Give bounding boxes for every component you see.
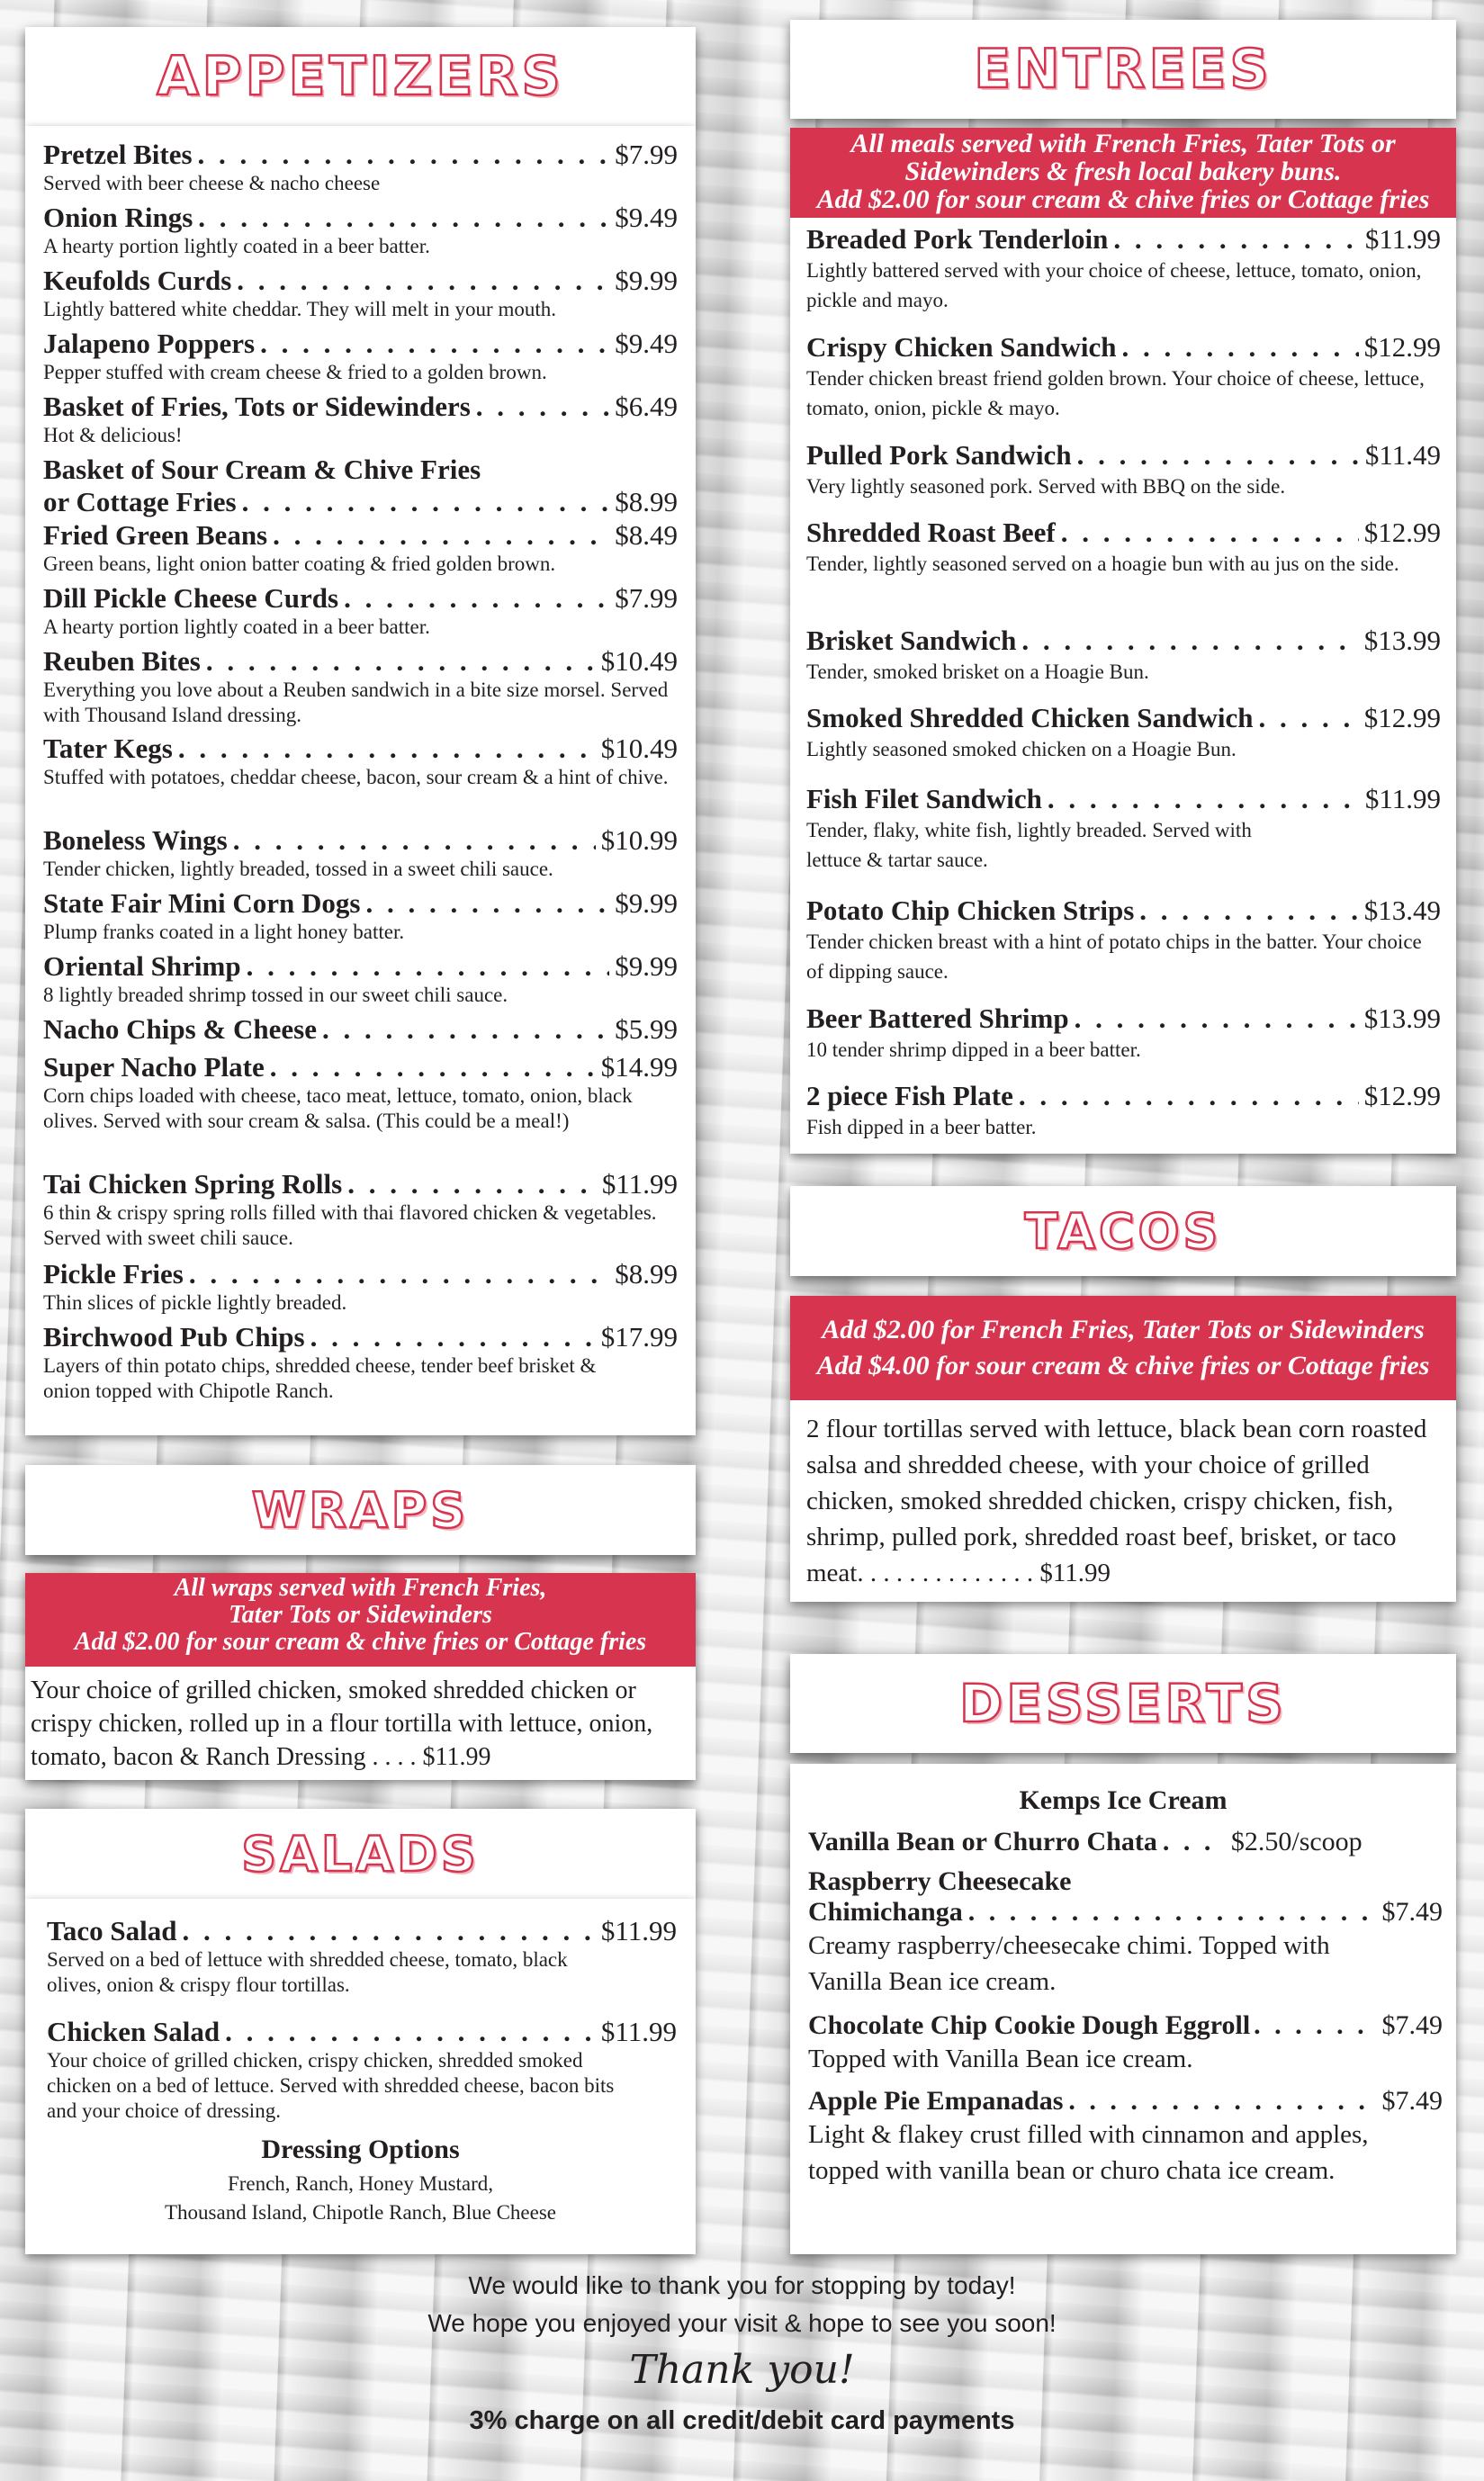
item-description: Plump franks coated in a light honey batter. [43,921,405,943]
item-price: $14.99 [600,1051,678,1083]
item-name: Vanilla Bean or Churro Chata [808,1827,1157,1856]
item-price: $13.99 [1363,625,1441,656]
tacos-description: 2 flour tortillas served with lettuce, black bean corn roasted salsa and shredded cheese, with your choice of grilled chicken, smoked shredded chicken, crispy chicken, fish, shrimp, pulled pork, shredded roast beef, brisket, or taco meat. . . . . . . . . . . . . . $11.99 [806,1415,1427,1587]
item-price: $12.99 [1363,517,1441,548]
item-description: Lightly seasoned smoked chicken on a Hoagie Bun. [806,738,1237,760]
menu-item [43,328,678,385]
item-description: 6 thin & crispy spring rolls filled with thai flavored chicken & vegetables. Served with sweet chili sauce. [43,1201,657,1249]
menu-item [806,702,1441,764]
item-name: Super Nacho Plate [43,1051,265,1083]
item-price: $11.99 [600,1915,677,1946]
menu-item [808,2086,1443,2189]
item-description: Light & flakey crust filled with cinnamon and apples, topped with vanilla bean or churo chata ice cream. [808,2120,1369,2185]
item-name: Breaded Pork Tenderloin [806,223,1109,255]
tacos-price: $11.99 [1039,1559,1111,1587]
menu-item [43,391,678,448]
item-price: $11.99 [601,1168,678,1200]
menu-item [806,625,1441,687]
tacos-text: 2 flour tortillas served with lettuce, black bean corn roasted salsa and shredded cheese, with your choice of grilled chicken, smoked shredded chicken, crispy chicken, fish, shrimp, pulled pork, shredded roast beef, brisket, or taco meat. [806,1415,1427,1587]
item-description: Lightly battered served with your choice of cheese, lettuce, tomato, onion, pickle and mayo. [806,259,1422,311]
entrees-banner [790,128,1456,218]
menu-item [806,223,1441,315]
tacos-banner [790,1296,1456,1400]
item-price: $13.49 [1363,894,1441,926]
menu-item [808,2010,1443,2077]
item-price: $11.49 [1364,439,1441,471]
menu-item [806,331,1441,423]
item-description: Tender, smoked brisket on a Hoagie Bun. [806,661,1149,683]
menu-item [43,202,678,259]
item-name: Keufolds Curds [43,265,232,296]
item-name: Brisket Sandwich [806,625,1017,656]
menu-item [43,887,678,945]
item-description: Your choice of grilled chicken, crispy chicken, shredded smoked chicken on a bed of lettuce. Served with shredded cheese, bacon bits and your choice of dressing. [47,2049,615,2122]
item-name: Reuben Bites [43,645,201,677]
item-name: or Cottage Fries [43,486,237,517]
item-description: Lightly battered white cheddar. They will melt in your mouth. [43,298,556,320]
item-name: Dill Pickle Cheese Curds [43,582,339,614]
card-charge-note: 3% charge on all credit/debit card payments [469,2406,1015,2435]
wraps-text: Your choice of grilled chicken, smoked shredded chicken or crispy chicken, rolled up in a flour tortilla with lettuce, onion, tomato, bacon & Ranch Dressing [31,1676,653,1771]
menu-item [43,645,678,728]
item-name: Fish Filet Sandwich [806,783,1042,814]
appetizers-title: APPETIZERS [157,45,564,108]
appetizers-header [25,27,696,126]
item-price: $11.99 [1364,783,1441,814]
banner-line: Add $2.00 for French Fries, Tater Tots or Sidewinders [822,1315,1425,1344]
menu-item [806,783,1441,875]
banner-line: Add $2.00 for sour cream & chive fries or Cottage fries [816,184,1430,214]
banner-line: All meals served with French Fries, Tater Tots or [850,129,1396,158]
item-description: Served with beer cheese & nacho cheese [43,172,381,194]
item-description: A hearty portion lightly coated in a beer batter. [43,616,430,638]
item-description: Everything you love about a Reuben sandwich in a bite size morsel. Served with Thousand Island dressing. [43,679,669,726]
item-description: Thin slices of pickle lightly breaded. [43,1291,347,1314]
item-price: $7.49 [1381,2086,1443,2116]
item-description: Topped with Vanilla Bean ice cream. [808,2045,1193,2073]
entrees-title: ENTREES [974,38,1273,101]
menu-item [806,517,1441,579]
item-description: Tender, flaky, white fish, lightly breaded. Served with lettuce & tartar sauce. [806,819,1252,871]
item-price: $5.99 [615,1013,678,1045]
menu-item [43,265,678,322]
item-name: Potato Chip Chicken Strips [806,894,1135,926]
salads-title: SALADS [241,1825,480,1883]
item-description: Green beans, light onion batter coating & fried golden brown. [43,553,556,575]
menu-item [47,1915,677,1998]
menu-item [806,1080,1441,1142]
banner-line: Sidewinders & fresh local bakery buns. [904,157,1342,186]
item-description: Fish dipped in a beer batter. [806,1116,1037,1138]
item-name: Fried Green Beans [43,519,268,551]
item-name: Chimichanga [808,1897,963,1927]
menu-item [43,1013,678,1046]
menu-item [43,582,678,640]
menu-item [43,950,678,1008]
item-price: $6.49 [615,391,678,422]
menu-item [43,1321,678,1404]
item-description: 10 tender shrimp dipped in a beer batter. [806,1038,1141,1061]
footer-line: We would like to thank you for stopping by today! [468,2271,1016,2299]
item-description: Tender, lightly seasoned served on a hoagie bun with au jus on the side. [806,553,1399,575]
item-description: Hot & delicious! [43,424,183,446]
item-price: $17.99 [600,1321,678,1353]
wraps-title: WRAPS [251,1481,470,1539]
item-price: $11.99 [1364,223,1441,255]
wraps-description: Your choice of grilled chicken, smoked shredded chicken or crispy chicken, rolled up in a flour tortilla with lettuce, onion, tomato, bacon & Ranch Dressing . . . . $11.99 [31,1676,653,1771]
item-price: $9.99 [615,887,678,919]
item-price: $8.99 [615,486,678,517]
menu-item [43,733,678,790]
menu-item [43,519,678,577]
item-description: Tender chicken breast friend golden brown. Your choice of cheese, lettuce, tomato, onion, pickle & mayo. [806,367,1425,419]
menu-item [806,439,1441,501]
item-name: Chocolate Chip Cookie Dough Eggroll [808,2010,1251,2040]
banner-line: Tater Tots or Sidewinders [229,1601,492,1630]
item-name: Pickle Fries [43,1258,184,1290]
item-name: Jalapeno Poppers [43,328,256,359]
item-name: Pretzel Bites [43,139,193,170]
item-price: $2.50/scoop [1230,1827,1363,1856]
item-name: Birchwood Pub Chips [43,1321,305,1353]
desserts-subtitle: Kemps Ice Cream [1019,1785,1228,1815]
item-name: Nacho Chips & Cheese [43,1013,317,1045]
banner-line: All wraps served with French Fries, [174,1574,547,1602]
item-name-line1: Raspberry Cheesecake [808,1866,1072,1896]
item-price: $10.49 [600,733,678,764]
dressing-line: Thousand Island, Chipotle Ranch, Blue Cheese [164,2201,556,2224]
item-price: $7.49 [1381,1897,1443,1927]
item-description: Creamy raspberry/cheesecake chimi. Topped with Vanilla Bean ice cream. [808,1931,1330,1996]
item-name-line1: Basket of Sour Cream & Chive Fries [43,454,481,485]
menu-item [43,1258,678,1316]
item-price: $9.99 [615,950,678,982]
item-name: Beer Battered Shrimp [806,1002,1069,1034]
wraps-price: $11.99 [422,1743,491,1771]
item-description: Tender chicken, lightly breaded, tossed in a sweet chili sauce. [43,858,553,880]
item-name: Apple Pie Empanadas [808,2086,1064,2116]
tacos-title: TACOS [1024,1202,1222,1260]
item-price: $11.99 [600,2016,677,2047]
item-description: Corn chips loaded with cheese, taco meat, lettuce, tomato, onion, black olives. Served with sour cream & salsa. (This could be a meal!) [43,1084,633,1132]
item-name: Basket of Fries, Tots or Sidewinders [43,391,471,422]
item-description: A hearty portion lightly coated in a beer batter. [43,235,430,257]
banner-line: Add $2.00 for sour cream & chive fries or Cottage fries [74,1628,647,1657]
tacos-header [790,1186,1456,1276]
item-price: $8.49 [615,519,678,551]
menu-item [43,454,678,518]
item-description: Tender chicken breast with a hint of potato chips in the batter. Your choice of dipping sauce. [806,930,1422,983]
item-name: Smoked Shredded Chicken Sandwich [806,702,1254,733]
item-description: Served on a bed of lettuce with shredded cheese, tomato, black olives, onion & crispy flour tortillas. [47,1948,568,1996]
menu-item [808,1827,1443,1857]
item-name: Shredded Roast Beef [806,517,1056,548]
banner-line: Add $4.00 for sour cream & chive fries or Cottage fries [816,1351,1430,1380]
menu-item [806,894,1441,986]
item-price: $13.99 [1363,1002,1441,1034]
item-price: $8.99 [615,1258,678,1290]
footer-line: We hope you enjoyed your visit & hope to see you soon! [427,2309,1057,2337]
menu-item [808,1866,1443,2000]
item-price: $7.99 [615,582,678,614]
item-name: Onion Rings [43,202,193,233]
item-price: $7.49 [1381,2010,1443,2040]
item-price: $12.99 [1363,702,1441,733]
item-price: $12.99 [1363,331,1441,363]
item-price: $10.99 [600,824,678,856]
menu-item [43,824,678,882]
item-price: $7.99 [615,139,678,170]
item-description: Stuffed with potatoes, cheddar cheese, bacon, sour cream & a hint of chive. [43,766,669,788]
item-name: Pulled Pork Sandwich [806,439,1072,471]
item-name: Tai Chicken Spring Rolls [43,1168,343,1200]
menu-item [43,139,678,196]
wraps-banner [25,1573,696,1667]
thank-you-text: Thank you! [629,2347,855,2393]
item-price: $9.49 [615,202,678,233]
item-name: Taco Salad [47,1915,177,1946]
entrees-header [790,20,1456,119]
desserts-title: DESSERTS [959,1673,1287,1734]
item-name: 2 piece Fish Plate [806,1080,1013,1111]
item-description: Layers of thin potato chips, shredded cheese, tender beef brisket & onion topped with Chipotle Ranch. [43,1354,597,1402]
dressing-line: French, Ranch, Honey Mustard, [227,2172,494,2195]
item-description: 8 lightly breaded shrimp tossed in our sweet chili sauce. [43,984,508,1006]
item-name: State Fair Mini Corn Dogs [43,887,361,919]
item-price: $9.49 [615,328,678,359]
item-price: $9.99 [615,265,678,296]
desserts-header [790,1654,1456,1753]
menu-item [43,1168,678,1251]
wraps-header [25,1465,696,1555]
menu-item [806,1002,1441,1065]
item-name: Crispy Chicken Sandwich [806,331,1117,363]
item-name: Oriental Shrimp [43,950,241,982]
item-name: Chicken Salad [47,2016,220,2047]
salads-header [25,1809,696,1899]
menu-item [43,1051,678,1134]
item-description: Very lightly seasoned pork. Served with BBQ on the side. [806,475,1286,498]
item-price: $12.99 [1363,1080,1441,1111]
item-name: Tater Kegs [43,733,173,764]
item-price: $10.49 [600,645,678,677]
item-name: Boneless Wings [43,824,228,856]
dressing-title: Dressing Options [261,2135,460,2164]
menu-item [47,2016,677,2124]
item-description: Pepper stuffed with cream cheese & fried to a golden brown. [43,361,547,383]
